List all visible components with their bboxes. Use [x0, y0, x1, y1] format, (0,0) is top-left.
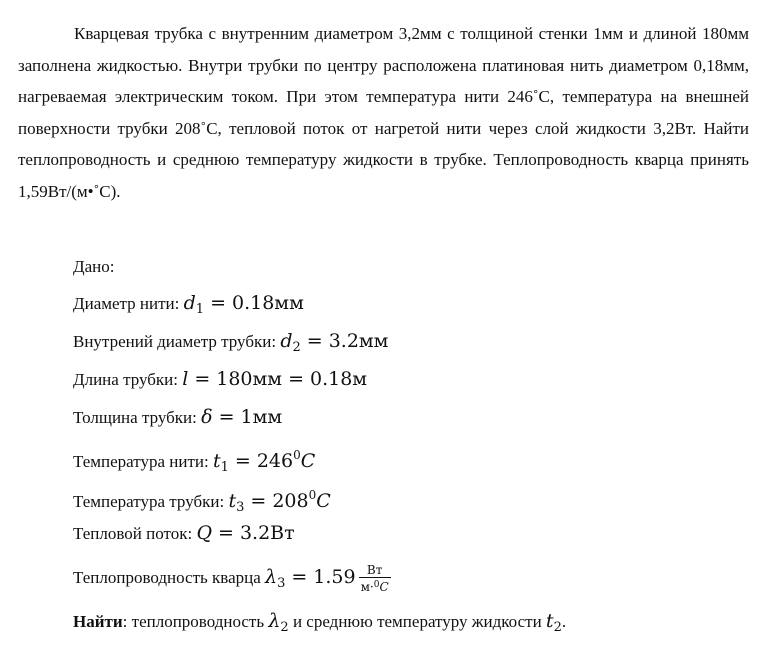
problem-statement	[18, 18, 749, 207]
lambda3-label: Теплопроводность кварца	[73, 568, 266, 587]
d2-value: 3.2мм	[328, 330, 389, 352]
lambda3-den-part-a: м·	[360, 579, 374, 594]
delta-label: Толщина трубки:	[73, 408, 202, 427]
d1-label: Диаметр нити:	[73, 294, 184, 313]
q-symbol: Q	[196, 522, 213, 544]
t3-formula	[228, 488, 331, 515]
t1-equals: =	[234, 450, 251, 472]
l-value-mm: 180мм	[216, 368, 283, 390]
d2-subscript: 2	[292, 340, 301, 355]
t3-equals: =	[250, 490, 267, 512]
lambda3-equals: =	[291, 566, 308, 588]
l-symbol: l	[182, 368, 189, 390]
given-lambda3	[73, 558, 391, 596]
t2-subscript: 2	[553, 620, 562, 635]
delta-symbol: δ	[201, 406, 213, 428]
find-line	[73, 606, 566, 636]
delta-value: 1мм	[240, 406, 283, 428]
delta-equals: =	[218, 406, 235, 428]
given-d2	[73, 326, 388, 356]
given-t1	[73, 440, 316, 475]
t3-value: 208	[272, 490, 309, 512]
problem-text: Кварцевая трубка с внутренним диаметром 3,2мм с толщиной стенки 1мм и длиной 180мм заполнена жидкостью. Внутри трубки по центру расположена платиновая нить диаметром 0,18мм, нагреваемая электрическим током. При этом температура нити 246˚С, температура на внешней поверхности трубки 208˚С, тепловой поток от нагретой нити через слой жидкости 3,2Вт. Найти теплопроводность и среднюю температуру жидкости в трубке. Теплопроводность кварца принять 1,59Вт/(м•˚С).	[18, 24, 749, 201]
lambda2-symbol: λ	[268, 610, 281, 632]
lambda3-unit-denominator	[359, 578, 391, 594]
find-text-2: и среднюю температуру жидкости	[288, 612, 546, 631]
t1-value: 246	[256, 450, 294, 472]
lambda2-subscript: 2	[280, 620, 289, 635]
find-t2	[545, 610, 562, 635]
l-label: Длина трубки:	[73, 370, 183, 389]
t1-unit: C	[300, 450, 316, 472]
t1-superscript: 0	[293, 448, 301, 462]
t2-symbol: t	[545, 610, 554, 632]
delta-formula	[201, 406, 282, 428]
t3-subscript: 3	[236, 500, 245, 515]
q-formula	[196, 522, 294, 544]
q-value: 3.2Вт	[239, 522, 295, 544]
lambda3-den-superscript: 0	[373, 579, 380, 590]
d1-symbol: d	[183, 292, 196, 314]
d1-value: 0.18мм	[232, 292, 304, 314]
l-formula	[182, 368, 367, 390]
t3-superscript: 0	[308, 488, 317, 502]
t1-symbol: t	[212, 450, 221, 472]
t1-subscript: 1	[220, 460, 229, 475]
given-d1	[73, 288, 304, 318]
lambda3-unit-numerator: Вт	[359, 563, 391, 578]
q-equals: =	[218, 522, 234, 544]
t3-symbol: t	[228, 490, 237, 512]
lambda3-den-part-b: C	[379, 579, 389, 594]
t1-formula	[212, 448, 316, 475]
d1-subscript: 1	[195, 302, 205, 317]
given-t3	[73, 480, 331, 515]
given-length	[73, 364, 367, 394]
l-equals-2: =	[288, 368, 304, 390]
d2-formula	[280, 330, 389, 355]
lambda3-symbol: λ	[265, 566, 278, 588]
find-end: .	[561, 612, 567, 631]
d2-symbol: d	[280, 330, 293, 352]
find-lambda2	[268, 610, 289, 635]
given-thickness	[73, 402, 282, 432]
q-label: Тепловой поток:	[73, 524, 197, 543]
l-value-m: 0.18м	[310, 368, 368, 390]
d2-equals: =	[306, 330, 323, 352]
d2-label: Внутрений диаметр трубки:	[73, 332, 281, 351]
t3-unit: C	[316, 490, 331, 512]
given-heading: Дано:	[73, 257, 115, 276]
l-equals: =	[194, 368, 211, 390]
lambda3-formula	[265, 562, 391, 594]
find-label: Найти	[73, 612, 123, 631]
lambda3-value: 1.59	[313, 566, 356, 588]
lambda3-subscript: 3	[277, 576, 286, 591]
lambda3-unit-fraction	[359, 563, 391, 594]
d1-formula	[183, 292, 304, 317]
given-heat-flow	[73, 518, 295, 548]
t1-label: Температура нити:	[73, 452, 213, 471]
t3-label: Температура трубки:	[73, 492, 229, 511]
find-text-1: : теплопроводность	[122, 612, 269, 631]
d1-equals: =	[210, 292, 226, 314]
